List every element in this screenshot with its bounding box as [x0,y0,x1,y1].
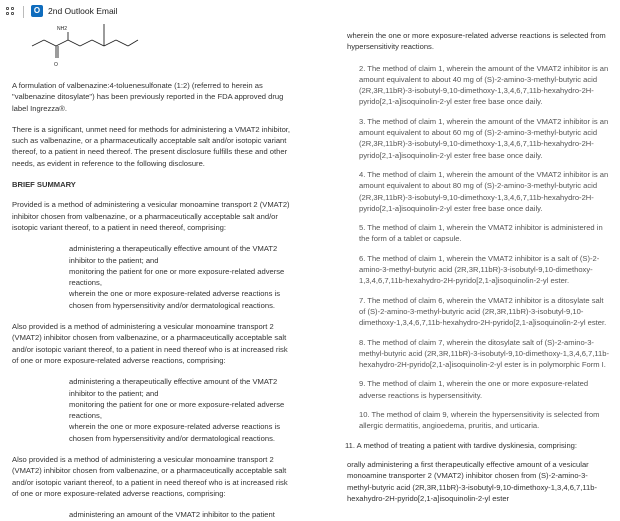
left-column [12,80,294,521]
app-grid-icon[interactable] [6,7,16,17]
list-item: monitoring the patient for one or more exposure-related adverse reactions, [69,399,285,421]
paragraph: Provided is a method of administering a vesicular monoamine transport 2 (VMAT2) inhibitor chosen from valbenazine, or a pharmaceutically acceptable salt and/or isotopic variant thereof, to a patient in need thereof, comprising: [12,200,290,232]
list-item: administering an amount of the VMAT2 inhibitor to the patient [69,510,275,520]
claim-11: 11. A method of treating a patient with tardive dyskinesia, comprising: [345,440,578,450]
indented-list [69,243,294,311]
list-item: monitoring the patient for one or more exposure-related adverse reactions, [69,266,285,288]
paragraph: Also provided is a method of administering a vesicular monoamine transport 2 (VMAT2) inhibitor chosen from valbenazine, or a pharmaceutically acceptable salt and/or isotopic variant thereof, to a patient in need thereof who is at increased risk of one or more exposure-related adverse reactions, comprising: [12,455,288,498]
outlook-icon: O [31,5,43,17]
list-item: administering a therapeutically effective amount of the VMAT2 inhibitor to the patient; and [69,377,278,398]
list-item: wherein the one or more exposure-related adverse reactions is chosen from hypersensitivity and/or dermatological reactions. [69,289,281,310]
claim-11-body: orally administering a first therapeutically effective amount of a vesicular monoamine transporter 2 (VMAT2) inhibitor chosen from (S)-2-amino-3-methyl-butyric acid (2R,3R,11bR)-3-isobutyl-9,10-dimethoxy-1,3,4,6,7,11b-hexahydro-2H-pyrido[2,1-a]isoquinolin-2-yl ester [347,459,597,503]
title-bar [0,0,620,22]
section-heading: BRIEF SUMMARY [12,180,76,190]
paragraph: Also provided is a method of administering a vesicular monoamine transport 2 (VMAT2) inhibitor chosen from valbenazine, or a pharmaceutically acceptable salt and/or isotopic variant thereof, to a patient in need thereof who is at increased risk of one or more exposure-related adverse reactions, comprising: [12,322,288,365]
svg-text:O: O [54,62,58,68]
claim-7: 7. The method of claim 6, wherein the VMAT2 inhibitor is a ditosylate salt of (S)-2-amino-3-methyl-butyric acid (2R,3R,11bR)-3-isobutyl-9,10-dimethoxy-1,3,4,6,7,11b-hexahydro-2H-pyrido[2,1-a]isoquinolin-2-yl ester. [359,295,607,328]
claim-9: 9. The method of claim 1, wherein the one or more exposure-related adverse reactions is hypersensitivity. [359,379,589,400]
window-title[interactable]: 2nd Outlook Email [48,6,118,16]
claim-10: 10. The method of claim 9, wherein the hypersensitivity is selected from allergic dermatitis, angioedema, pruritis, and urticaria. [359,410,600,431]
paragraph: A formulation of valbenazine:4-toluenesulfonate (1:2) (referred to herein as "valbenazine ditosylate") has been previously reported in the FDA approved drug label Ingrezza®. [12,81,284,113]
claim-4: 4. The method of claim 1, wherein the amount of the VMAT2 inhibitor is an amount equivalent to about 80 mg of (S)-2-amino-3-methyl-butyric acid (2R,3R,11bR)-3-isobutyl-9,10-dimethoxy-1,3,4,6,7,11b-hexahydro-2H-pyrido[2,1-a]isoquinolin-2-yl ester free base once daily. [359,169,609,213]
claim-5: 5. The method of claim 1, wherein the VMAT2 inhibitor is administered in the form of a tablet or capsule. [359,223,603,244]
indented-list [69,509,294,520]
nh2-label: NH2 [57,26,68,32]
claim-3: 3. The method of claim 1, wherein the amount of the VMAT2 inhibitor is an amount equivalent to about 60 mg of (S)-2-amino-3-methyl-butyric acid (2R,3R,11bR)-3-isobutyl-9,10-dimethoxy-1,3,4,6,7,11b-hexahydro-2H-pyrido[2,1-a]isoquinolin-2-yl ester free base once daily. [359,116,609,160]
chemical-structure-image [30,20,140,70]
paragraph: There is a significant, unmet need for methods for administering a VMAT2 inhibitor, such as valbenazine, or a pharmaceutically acceptable salt and/or isotopic variant thereof, to a patient in need thereof. The present disclosure fulfills these and other needs, as evident in reference to the following disclosure. [12,124,291,168]
claim-continuation: wherein the one or more exposure-related adverse reactions is selected from hypersensitivity reactions. [347,31,606,52]
claim-6: 6. The method of claim 1, wherein the VMAT2 inhibitor is a salt of (S)-2-amino-3-methyl-butyric acid (2R,3R,11bR)-3-isobutyl-9,10-dimethoxy-1,3,4,6,7,11b-hexahydro-2H-pyrido[2,1-a]isoquinolin-2-yl ester. [359,253,600,286]
list-item: administering a therapeutically effective amount of the VMAT2 inhibitor to the patient; and [69,244,278,265]
claim-8: 8. The method of claim 7, wherein the ditosylate salt of (S)-2-amino-3-methyl-butyric acid (2R,3R,11bR)-3-isobutyl-9,10-dimethoxy-1,3,4,6,7,11b-hexahydro-2H-pyrido[2,1-a]isoquinolin-2-yl ester is in polymorphic Form I. [359,337,609,370]
list-item: wherein the one or more exposure-related adverse reactions is chosen from hypersensitivity and/or dermatological reactions. [69,422,281,443]
right-column [345,14,609,504]
indented-list [69,376,294,444]
divider [23,6,24,18]
claim-2: 2. The method of claim 1, wherein the amount of the VMAT2 inhibitor is an amount equivalent to about 40 mg of (S)-2-amino-3-methyl-butyric acid (2R,3R,11bR)-3-isobutyl-9,10-dimethoxy-1,3,4,6,7,11b-hexahydro-2H-pyrido[2,1-a]isoquinolin-2-yl ester free base once daily. [359,63,609,107]
